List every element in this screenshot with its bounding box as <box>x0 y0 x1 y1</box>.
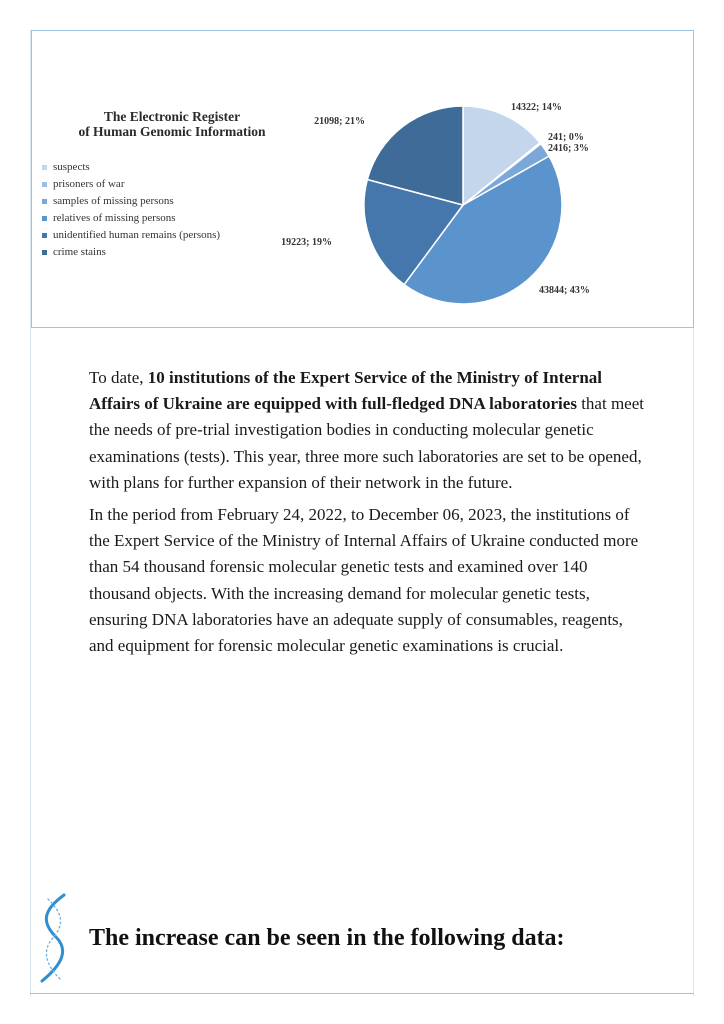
data-label: 21098; 21% <box>314 116 365 127</box>
pie-chart-figure <box>31 30 694 328</box>
data-label: 241; 0% <box>548 132 584 143</box>
legend-label: crime stains <box>53 246 106 258</box>
paragraph-1-lead: To date, <box>89 368 148 387</box>
legend-label: relatives of missing persons <box>53 212 176 224</box>
paragraph-1 <box>89 365 649 496</box>
pie-chart <box>32 31 693 327</box>
legend-label: samples of missing persons <box>53 195 174 207</box>
legend-label: prisoners of war <box>53 178 125 190</box>
data-label: 19223; 19% <box>281 237 332 248</box>
chart-title-line-2: of Human Genomic Information <box>78 124 266 139</box>
dna-helix-icon <box>34 893 76 985</box>
data-label: 2416; 3% <box>548 143 589 154</box>
chart-title-line-1: The Electronic Register <box>103 109 241 124</box>
legend-label: suspects <box>53 161 90 173</box>
bottom-rule <box>30 993 694 994</box>
body-text <box>89 365 649 659</box>
legend-label: unidentified human remains (persons) <box>53 229 221 241</box>
paragraph-1-bold: 10 institutions of the Expert Service of the Ministry of Internal Affairs of Ukraine are equipped with full-fledged DNA laboratories <box>89 368 602 414</box>
paragraph-1-rest: that meet the needs of pre-trial investigation bodies in conducting molecular genetic examinations (tests). This year, three more such laboratories are set to be opened, with plans for further expansion of their network in the future. <box>89 394 644 492</box>
data-label: 43844; 43% <box>539 285 590 296</box>
paragraph-2: In the period from February 24, 2022, to December 06, 2023, the institutions of the Expert Service of the Ministry of Internal Affairs of Ukraine conducted more than 54 thousand forensic molecular genetic tests and examined over 140 thousand objects. With the increasing demand for molecular genetic tests, ensuring DNA laboratories have an adequate supply of consumables, reagents, and equipment for forensic molecular genetic examinations is crucial. <box>89 505 639 656</box>
section-heading: The increase can be seen in the following data: <box>89 925 565 951</box>
data-label: 14322; 14% <box>511 102 562 113</box>
